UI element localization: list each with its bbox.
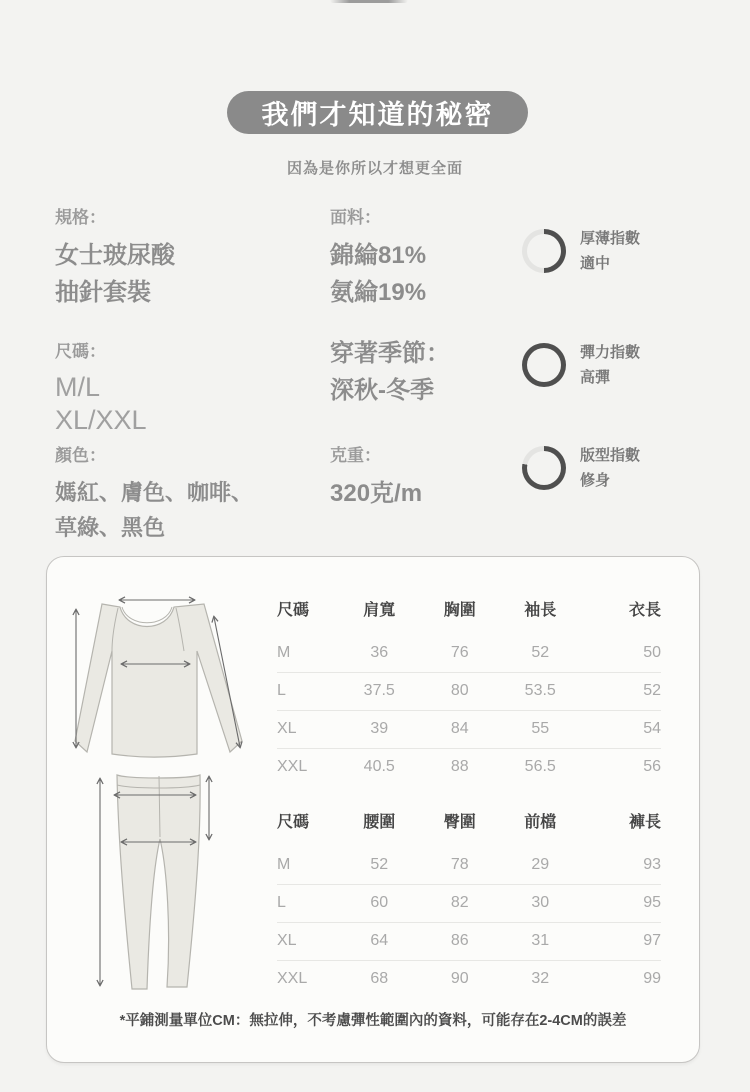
spec-label: 穿著季節： bbox=[330, 340, 450, 367]
size-table-cell: 31 bbox=[531, 932, 550, 949]
size-table-header: 褲長 bbox=[628, 814, 661, 831]
size-table-cell: 80 bbox=[450, 682, 469, 699]
size-table-cell: 97 bbox=[643, 932, 661, 949]
size-table-header: 袖長 bbox=[524, 602, 557, 619]
spec-label: 規格： bbox=[55, 208, 106, 227]
size-chart-card bbox=[46, 556, 700, 1063]
size-table-row bbox=[277, 884, 661, 922]
spec-value-line: 女士玻尿酸 bbox=[55, 242, 175, 269]
size-table-cell: 54 bbox=[643, 720, 661, 737]
indicator-value: 高彈 bbox=[580, 369, 611, 386]
top-size-table bbox=[277, 597, 661, 786]
size-table-cell: 64 bbox=[370, 932, 389, 949]
spec-value-line: 媽紅、膚色、咖啡、 bbox=[55, 480, 254, 505]
size-table-cell: 56 bbox=[643, 758, 661, 776]
size-table-cell: 52 bbox=[531, 643, 550, 661]
size-table-cell: L bbox=[277, 682, 286, 699]
size-table-cell: 56.5 bbox=[524, 758, 556, 776]
size-table-cell: XL bbox=[277, 720, 297, 737]
spec-colors bbox=[55, 441, 253, 545]
size-table-row bbox=[277, 634, 661, 672]
spec-season bbox=[330, 335, 450, 409]
size-table-row bbox=[277, 846, 661, 884]
indicator-name: 版型指數 bbox=[580, 447, 641, 464]
indicator-name: 彈力指數 bbox=[580, 344, 641, 361]
size-table-cell: 37.5 bbox=[363, 682, 395, 699]
indicator-name: 厚薄指數 bbox=[580, 230, 641, 247]
indicator-thickness bbox=[522, 226, 640, 276]
size-table-cell: M bbox=[277, 855, 291, 873]
size-table-cell: 40.5 bbox=[363, 758, 395, 776]
indicator-value: 適中 bbox=[580, 255, 611, 272]
indicator-fit bbox=[522, 443, 640, 493]
section-title-badge: 我們才知道的秘密 bbox=[227, 91, 528, 134]
size-table-cell: 29 bbox=[531, 855, 550, 873]
size-table-header: 胸圍 bbox=[443, 602, 476, 619]
size-table-cell: 93 bbox=[643, 855, 661, 873]
elasticity-gauge-ring-icon bbox=[522, 343, 566, 387]
size-table-header: 臀圍 bbox=[443, 814, 476, 831]
size-table-row bbox=[277, 748, 661, 786]
size-table-cell: XL bbox=[277, 932, 297, 949]
spec-label: 面料： bbox=[330, 208, 381, 227]
pants-outline bbox=[117, 775, 200, 989]
indicator-elasticity bbox=[522, 340, 640, 390]
size-table-header: 尺碼 bbox=[277, 602, 310, 619]
size-table-cell: 76 bbox=[450, 643, 469, 661]
spec-value-line: 錦綸81% bbox=[330, 242, 427, 269]
spec-label: 克重： bbox=[330, 446, 381, 465]
indicator-value: 修身 bbox=[580, 472, 611, 489]
spec-value-line: XL/XXL bbox=[55, 405, 147, 435]
size-table-row bbox=[277, 960, 661, 998]
size-table-cell: 90 bbox=[450, 970, 469, 988]
size-table-cell: XXL bbox=[277, 970, 308, 988]
section-subtitle: 因為是你所以才想更全面 bbox=[286, 160, 463, 177]
spec-value-line: 深秋-冬季 bbox=[330, 377, 434, 404]
size-table-cell: 30 bbox=[531, 894, 550, 911]
size-table-cell: 99 bbox=[643, 970, 661, 988]
measurement-footnote: *平鋪測量單位CM：無拉伸，不考慮彈性範圍內的資料，可能存在2-4CM的誤差 bbox=[119, 1013, 627, 1029]
spec-value-line: M/L bbox=[55, 372, 101, 402]
size-table-cell: M bbox=[277, 643, 291, 661]
spec-value-line: 氨綸19% bbox=[330, 279, 427, 306]
size-table-cell: 50 bbox=[643, 643, 661, 661]
spec-value-line: 320克/m bbox=[330, 480, 423, 507]
size-table-cell: 55 bbox=[531, 720, 550, 737]
spec-weight bbox=[330, 441, 422, 512]
size-table-cell: 95 bbox=[643, 894, 661, 911]
spec-value-line: 草綠、黑色 bbox=[55, 515, 166, 540]
size-table-cell: 39 bbox=[370, 720, 389, 737]
size-table-cell: 86 bbox=[450, 932, 469, 949]
pants-diagram bbox=[89, 769, 219, 997]
fit-gauge-ring-icon bbox=[522, 446, 566, 490]
size-table-cell: 84 bbox=[450, 720, 469, 737]
size-table-header-row bbox=[277, 597, 661, 634]
indicator-text bbox=[580, 340, 640, 390]
size-table-cell: 36 bbox=[370, 643, 389, 661]
size-table-cell: 88 bbox=[450, 758, 469, 776]
size-table-header: 肩寬 bbox=[363, 602, 396, 619]
size-table-cell: 52 bbox=[643, 682, 661, 699]
spec-specification bbox=[55, 203, 175, 311]
size-table-cell: 78 bbox=[450, 855, 469, 873]
size-table-cell: L bbox=[277, 894, 286, 911]
shirt-diagram bbox=[69, 591, 249, 763]
size-table-header-row bbox=[277, 809, 661, 846]
indicator-text bbox=[580, 443, 640, 493]
size-table-cell: 32 bbox=[531, 970, 550, 988]
spec-fabric bbox=[330, 203, 426, 311]
size-table-row bbox=[277, 922, 661, 960]
size-table-header: 前檔 bbox=[524, 814, 557, 831]
spec-label: 尺碼： bbox=[55, 342, 106, 361]
thickness-gauge-ring-icon bbox=[522, 229, 566, 273]
size-table-row bbox=[277, 672, 661, 710]
size-table-header: 尺碼 bbox=[277, 814, 310, 831]
bottom-size-table bbox=[277, 809, 661, 998]
size-table-header: 腰圍 bbox=[363, 814, 396, 831]
previous-section-edge bbox=[330, 0, 408, 3]
size-table-cell: 53.5 bbox=[524, 682, 556, 699]
size-table-cell: 60 bbox=[370, 894, 389, 911]
spec-sizes bbox=[55, 337, 147, 437]
shirt-outline bbox=[75, 604, 242, 757]
size-table-header: 衣長 bbox=[628, 602, 661, 619]
size-table-cell: 82 bbox=[450, 894, 469, 911]
spec-value-line: 抽針套裝 bbox=[55, 279, 151, 306]
size-table-row bbox=[277, 710, 661, 748]
indicator-text bbox=[580, 226, 640, 276]
size-table-cell: 52 bbox=[370, 855, 389, 873]
size-table-cell: XXL bbox=[277, 758, 308, 776]
spec-label: 顏色： bbox=[55, 446, 106, 465]
size-table-cell: 68 bbox=[370, 970, 389, 988]
